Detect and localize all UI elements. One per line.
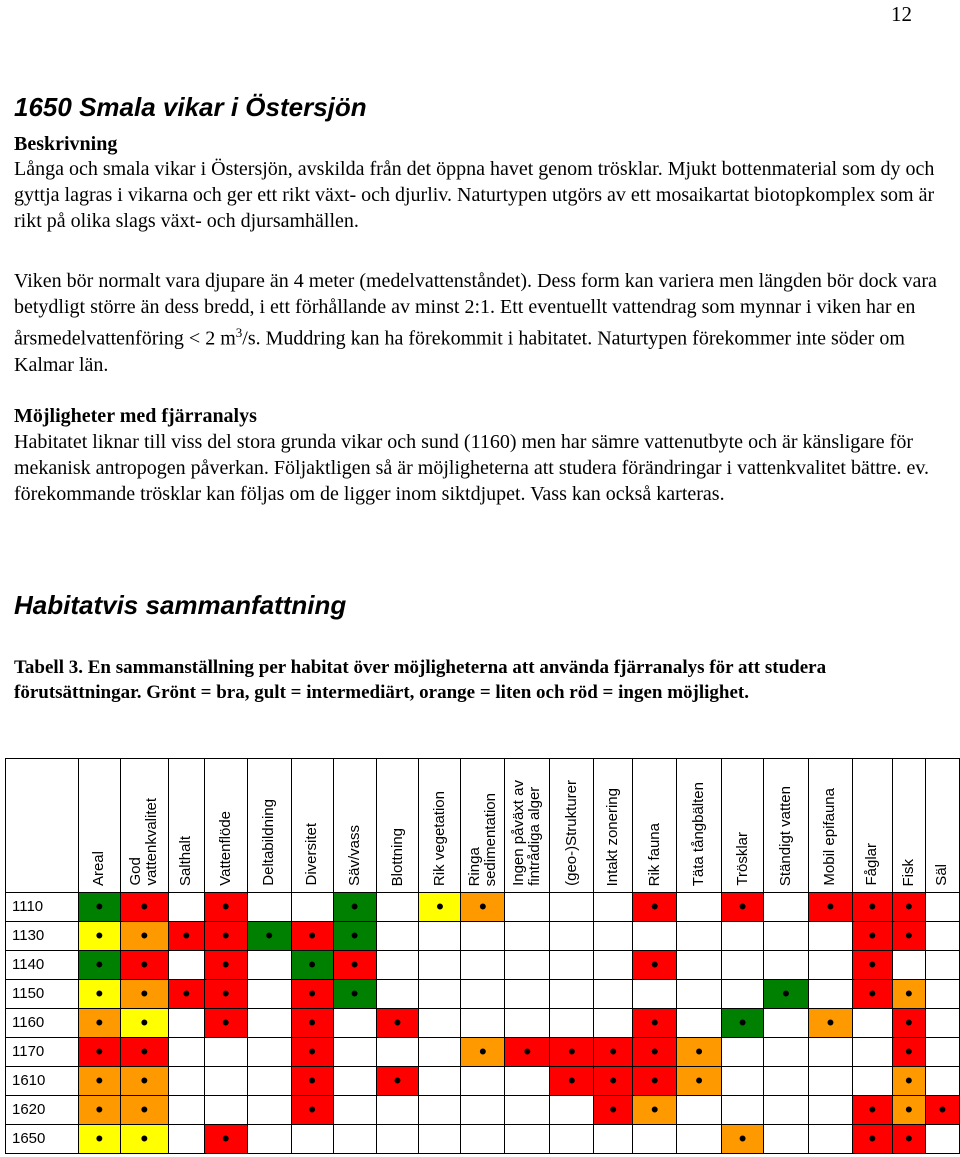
empty-cell [505,922,550,951]
rating-cell: • [78,1038,120,1067]
empty-cell [505,1096,550,1125]
rating-cell: • [291,1067,333,1096]
empty-cell [419,951,461,980]
remote-sensing-heading: Möjligheter med fjärranalys [14,405,257,427]
rating-cell: • [120,980,168,1009]
column-header-line: Säv/vass [345,825,363,886]
empty-cell [764,1125,809,1154]
section-title: 1650 Smala vikar i Östersjön [14,92,367,122]
column-header-line: sedimentation [481,792,499,886]
column-header-label [261,791,277,892]
empty-cell [168,1067,204,1096]
empty-cell [376,951,419,980]
empty-cell [722,922,764,951]
empty-cell [376,1038,419,1067]
empty-cell [333,1038,376,1067]
rating-cell: • [594,1096,633,1125]
empty-cell [419,980,461,1009]
column-header-line: Trösklar [733,832,751,886]
empty-cell [808,1038,852,1067]
rating-cell: • [168,980,204,1009]
rating-cell: • [419,893,461,922]
rating-cell: • [892,980,925,1009]
rating-cell: • [291,980,333,1009]
empty-cell [247,980,291,1009]
empty-cell [808,922,852,951]
empty-cell [677,1009,722,1038]
rating-cell: • [852,893,892,922]
empty-cell [722,1096,764,1125]
habitat-code: 1150 [6,980,79,1009]
empty-cell [333,1067,376,1096]
column-header-line: Blottning [388,827,406,886]
column-header-label [822,780,838,892]
empty-cell [461,951,505,980]
column-header-label [178,828,194,892]
empty-cell [168,1096,204,1125]
empty-cell [925,1009,959,1038]
empty-cell [550,893,594,922]
empty-cell [204,1096,247,1125]
column-header-label [467,785,499,892]
column-header-line: Täta tångbälten [690,781,708,886]
empty-cell [505,1067,550,1096]
empty-cell [594,951,633,980]
column-header-line: Ringa [465,846,483,886]
rating-cell: • [892,1125,925,1154]
table-row [6,1009,960,1038]
rating-cell: • [204,980,247,1009]
rating-cell: • [291,922,333,951]
rating-cell: • [892,893,925,922]
rating-cell: • [722,1125,764,1154]
habitat-code: 1610 [6,1067,79,1096]
rating-cell: • [120,1038,168,1067]
empty-cell [461,922,505,951]
rating-cell: • [78,980,120,1009]
empty-cell [550,1096,594,1125]
empty-cell [633,922,677,951]
rating-cell: • [120,1009,168,1038]
rating-cell: • [461,1038,505,1067]
empty-cell [505,1125,550,1154]
empty-cell [168,1038,204,1067]
empty-cell [677,1096,722,1125]
habitat-code: 1650 [6,1125,79,1154]
empty-cell [808,980,852,1009]
rating-cell: • [78,1009,120,1038]
column-header-line: Ingen påväxt av [510,780,528,886]
description-paragraph-2 [14,268,949,378]
rating-cell: • [594,1038,633,1067]
rating-cell: • [120,951,168,980]
column-header-label [128,790,160,892]
rating-cell: • [78,1067,120,1096]
table-row [6,1125,960,1154]
empty-cell [677,893,722,922]
column-header-line: Deltabildning [260,799,278,886]
column-header-line: vattenkvalitet [143,798,161,886]
rating-cell: • [764,980,809,1009]
empty-cell [505,951,550,980]
rating-cell: • [722,893,764,922]
rating-cell: • [376,1009,419,1038]
empty-cell [461,1009,505,1038]
habitat-code: 1160 [6,1009,79,1038]
summary-title: Habitatvis sammanfattning [14,590,347,620]
empty-cell [291,893,333,922]
empty-cell [168,1125,204,1154]
rating-cell: • [633,1096,677,1125]
description-paragraph-1: Långa och smala vikar i Östersjön, avskilda från det öppna havet genom trösklar. Mjukt bottenmaterial som dy och gyttja lagras i vikarna och ger ett rikt växt- och djurliv. Naturtypen utgörs av ett mosaikartat biotopkomplex som är rikt på olika slags växt- och djursamhällen. [14,158,935,232]
rating-cell: • [550,1067,594,1096]
empty-cell [722,951,764,980]
column-header-label [304,815,320,892]
rating-cell: • [892,1009,925,1038]
column-header-label [647,815,663,892]
rating-cell: • [120,1125,168,1154]
empty-cell [505,980,550,1009]
empty-cell [852,1038,892,1067]
rating-cell: • [633,1067,677,1096]
habitat-code: 1140 [6,951,79,980]
rating-cell: • [852,951,892,980]
rating-cell: • [204,1009,247,1038]
column-header-line: fintrådiga alger [526,786,544,886]
column-header-line: Rik fauna [645,822,663,886]
column-header-line: Rik vegetation [430,790,448,886]
column-header [764,759,809,893]
empty-cell [677,951,722,980]
page-number: 12 [891,2,912,26]
rating-cell: • [892,1096,925,1125]
empty-cell [633,980,677,1009]
rating-cell: • [291,951,333,980]
empty-cell [419,1038,461,1067]
rating-cell: • [333,922,376,951]
rating-cell: • [852,980,892,1009]
habitat-code: 1170 [6,1038,79,1067]
rating-cell: • [594,1067,633,1096]
rating-cell: • [78,893,120,922]
column-header-line: Ständigt vatten [777,785,795,886]
empty-cell [550,980,594,1009]
empty-cell [764,951,809,980]
superscript-exponent: 3 [235,325,243,340]
empty-cell [677,980,722,1009]
column-header [852,759,892,893]
table-caption: Tabell 3. En sammanställning per habitat över möjligheterna att använda fjärranalys för att studera förutsättningar. Grönt = bra, gult = intermediärt, orange = liten och röd = ingen möjlighet. [14,657,827,703]
rating-cell: • [168,922,204,951]
rating-cell: • [892,922,925,951]
description-paragraph-2-part-1: Viken bör normalt vara djupare än 4 meter (medelvattenståndet). Dess form kan variera men längden bör dock vara betydligt större än dess bredd, i ett förhållande av minst 2:1. Ett eventuellt vattendrag som mynnar i viken har en årsmedelvattenföring < 2 m [14,270,937,350]
column-header [633,759,677,893]
rating-cell: • [633,951,677,980]
table-row [6,951,960,980]
empty-cell [461,1096,505,1125]
empty-cell [204,1067,247,1096]
rating-cell: • [633,1009,677,1038]
column-header [333,759,376,893]
column-header-label [864,835,880,892]
empty-cell [419,1009,461,1038]
column-header [168,759,204,893]
column-header-label [218,803,234,892]
empty-cell [677,922,722,951]
column-header-line: Diversitet [303,823,321,886]
empty-cell [594,922,633,951]
empty-cell [419,1096,461,1125]
rating-cell: • [892,1067,925,1096]
empty-cell [291,1125,333,1154]
column-header-line: Salthalt [177,835,195,886]
rating-cell: • [78,922,120,951]
column-header [291,759,333,893]
empty-cell [764,1096,809,1125]
empty-cell [247,1096,291,1125]
empty-cell [505,1009,550,1038]
rating-cell: • [247,922,291,951]
column-header-line: Mobil epifauna [821,788,839,886]
column-header [925,759,959,893]
empty-cell [461,1125,505,1154]
rating-cell: • [461,893,505,922]
empty-cell [376,922,419,951]
empty-cell [168,951,204,980]
column-header [892,759,925,893]
table-row [6,1038,960,1067]
empty-cell [925,922,959,951]
empty-cell [722,1067,764,1096]
column-header [419,759,461,893]
rating-cell: • [808,893,852,922]
column-header-label [347,817,363,892]
empty-cell [808,1067,852,1096]
empty-cell [204,1038,247,1067]
rating-cell: • [291,1009,333,1038]
empty-cell [764,1038,809,1067]
rating-cell: • [333,893,376,922]
empty-cell [764,1009,809,1038]
rating-cell: • [333,951,376,980]
column-header-label [691,774,707,892]
rating-cell: • [808,1009,852,1038]
empty-cell [594,1125,633,1154]
column-header [376,759,419,893]
rating-cell: • [925,1096,959,1125]
empty-cell [461,1067,505,1096]
rating-cell: • [633,893,677,922]
rating-cell: • [78,1096,120,1125]
empty-cell [925,1038,959,1067]
rating-cell: • [722,1009,764,1038]
rating-cell: • [204,922,247,951]
column-header-line: God [127,857,145,886]
empty-cell [722,1038,764,1067]
empty-cell [376,1125,419,1154]
column-header-line: Areal [90,850,108,886]
rating-cell: • [204,893,247,922]
column-header-line: Fåglar [863,843,881,886]
empty-cell [677,1125,722,1154]
rating-cell: • [204,951,247,980]
empty-cell [594,893,633,922]
corner-cell [6,759,79,893]
table-body [6,893,960,1154]
empty-cell [247,1125,291,1154]
habitat-matrix-table [5,758,960,1154]
empty-cell [461,980,505,1009]
rating-cell: • [78,951,120,980]
empty-cell [925,1125,959,1154]
column-header [247,759,291,893]
column-header [505,759,550,893]
rating-cell: • [120,893,168,922]
empty-cell [247,893,291,922]
empty-cell [168,1009,204,1038]
rating-cell: • [852,1125,892,1154]
empty-cell [764,1067,809,1096]
column-header [808,759,852,893]
empty-cell [247,1009,291,1038]
description-heading: Beskrivning [14,133,118,155]
rating-cell: • [120,1067,168,1096]
rating-cell: • [550,1038,594,1067]
empty-cell [925,951,959,980]
empty-cell [376,1096,419,1125]
empty-cell [764,922,809,951]
empty-cell [550,922,594,951]
column-header [120,759,168,893]
empty-cell [808,1096,852,1125]
rating-cell: • [120,1096,168,1125]
empty-cell [247,1067,291,1096]
habitat-code: 1620 [6,1096,79,1125]
column-header-label [390,820,406,892]
empty-cell [247,1038,291,1067]
rating-cell: • [892,1038,925,1067]
empty-cell [419,1067,461,1096]
column-header [461,759,505,893]
empty-cell [852,1067,892,1096]
rating-cell: • [852,1096,892,1125]
column-header [594,759,633,893]
empty-cell [376,893,419,922]
empty-cell [892,951,925,980]
empty-cell [764,893,809,922]
table-row [6,980,960,1009]
empty-cell [925,980,959,1009]
column-header-label [432,783,448,892]
column-header-label [901,851,917,893]
empty-cell [633,1125,677,1154]
column-header-label [511,772,543,892]
empty-cell [419,922,461,951]
column-header-label [934,856,950,892]
rating-cell: • [376,1067,419,1096]
empty-cell [925,893,959,922]
column-header-line: Fisk [899,858,917,886]
column-header-label [735,824,751,892]
habitat-code: 1130 [6,922,79,951]
rating-cell: • [677,1038,722,1067]
empty-cell [333,1009,376,1038]
column-header-label [91,843,107,892]
empty-cell [333,1125,376,1154]
column-header [550,759,594,893]
table-row [6,922,960,951]
empty-cell [376,980,419,1009]
column-header [204,759,247,893]
description-paragraph-2-part-2: /s. Muddring kan ha förekommit i habitatet. Naturtypen förekommer inte söder om Kalmar län. [14,327,905,376]
empty-cell [852,1009,892,1038]
rating-cell: • [204,1125,247,1154]
empty-cell [419,1125,461,1154]
empty-cell [550,951,594,980]
rating-cell: • [333,980,376,1009]
table-row [6,1096,960,1125]
column-header [78,759,120,893]
empty-cell [550,1125,594,1154]
column-header-label [605,780,621,892]
column-header [722,759,764,893]
column-header-line: (geo-)Strukturer [562,780,580,886]
empty-cell [505,893,550,922]
empty-cell [594,1009,633,1038]
rating-cell: • [291,1038,333,1067]
table-header-row [6,759,960,893]
rating-cell: • [852,922,892,951]
empty-cell [247,951,291,980]
empty-cell [168,893,204,922]
rating-cell: • [291,1096,333,1125]
empty-cell [333,1096,376,1125]
column-header-line: Vattenflöde [216,811,234,886]
empty-cell [722,980,764,1009]
habitat-code: 1110 [6,893,79,922]
column-header-label [564,772,580,892]
column-header-label [778,778,794,892]
empty-cell [808,951,852,980]
remote-sensing-paragraph: Habitatet liknar till viss del stora grunda vikar och sund (1160) men har sämre vattenutbyte och är känsligare för mekanisk antropogen påverkan. Följaktligen så är möjligheterna att studera förändringar i vattenkvalitet bättre. ev. förekommande trösklar kan följas om de ligger inom siktdjupet. Vass kan också karteras. [14,431,930,505]
empty-cell [925,1067,959,1096]
column-header-line: Intakt zonering [604,787,622,886]
empty-cell [550,1009,594,1038]
empty-cell [594,980,633,1009]
rating-cell: • [677,1067,722,1096]
rating-cell: • [120,922,168,951]
table-row [6,1067,960,1096]
table-row [6,893,960,922]
column-header-line: Säl [933,864,951,886]
column-header [677,759,722,893]
rating-cell: • [78,1125,120,1154]
rating-cell: • [633,1038,677,1067]
empty-cell [808,1125,852,1154]
rating-cell: • [505,1038,550,1067]
